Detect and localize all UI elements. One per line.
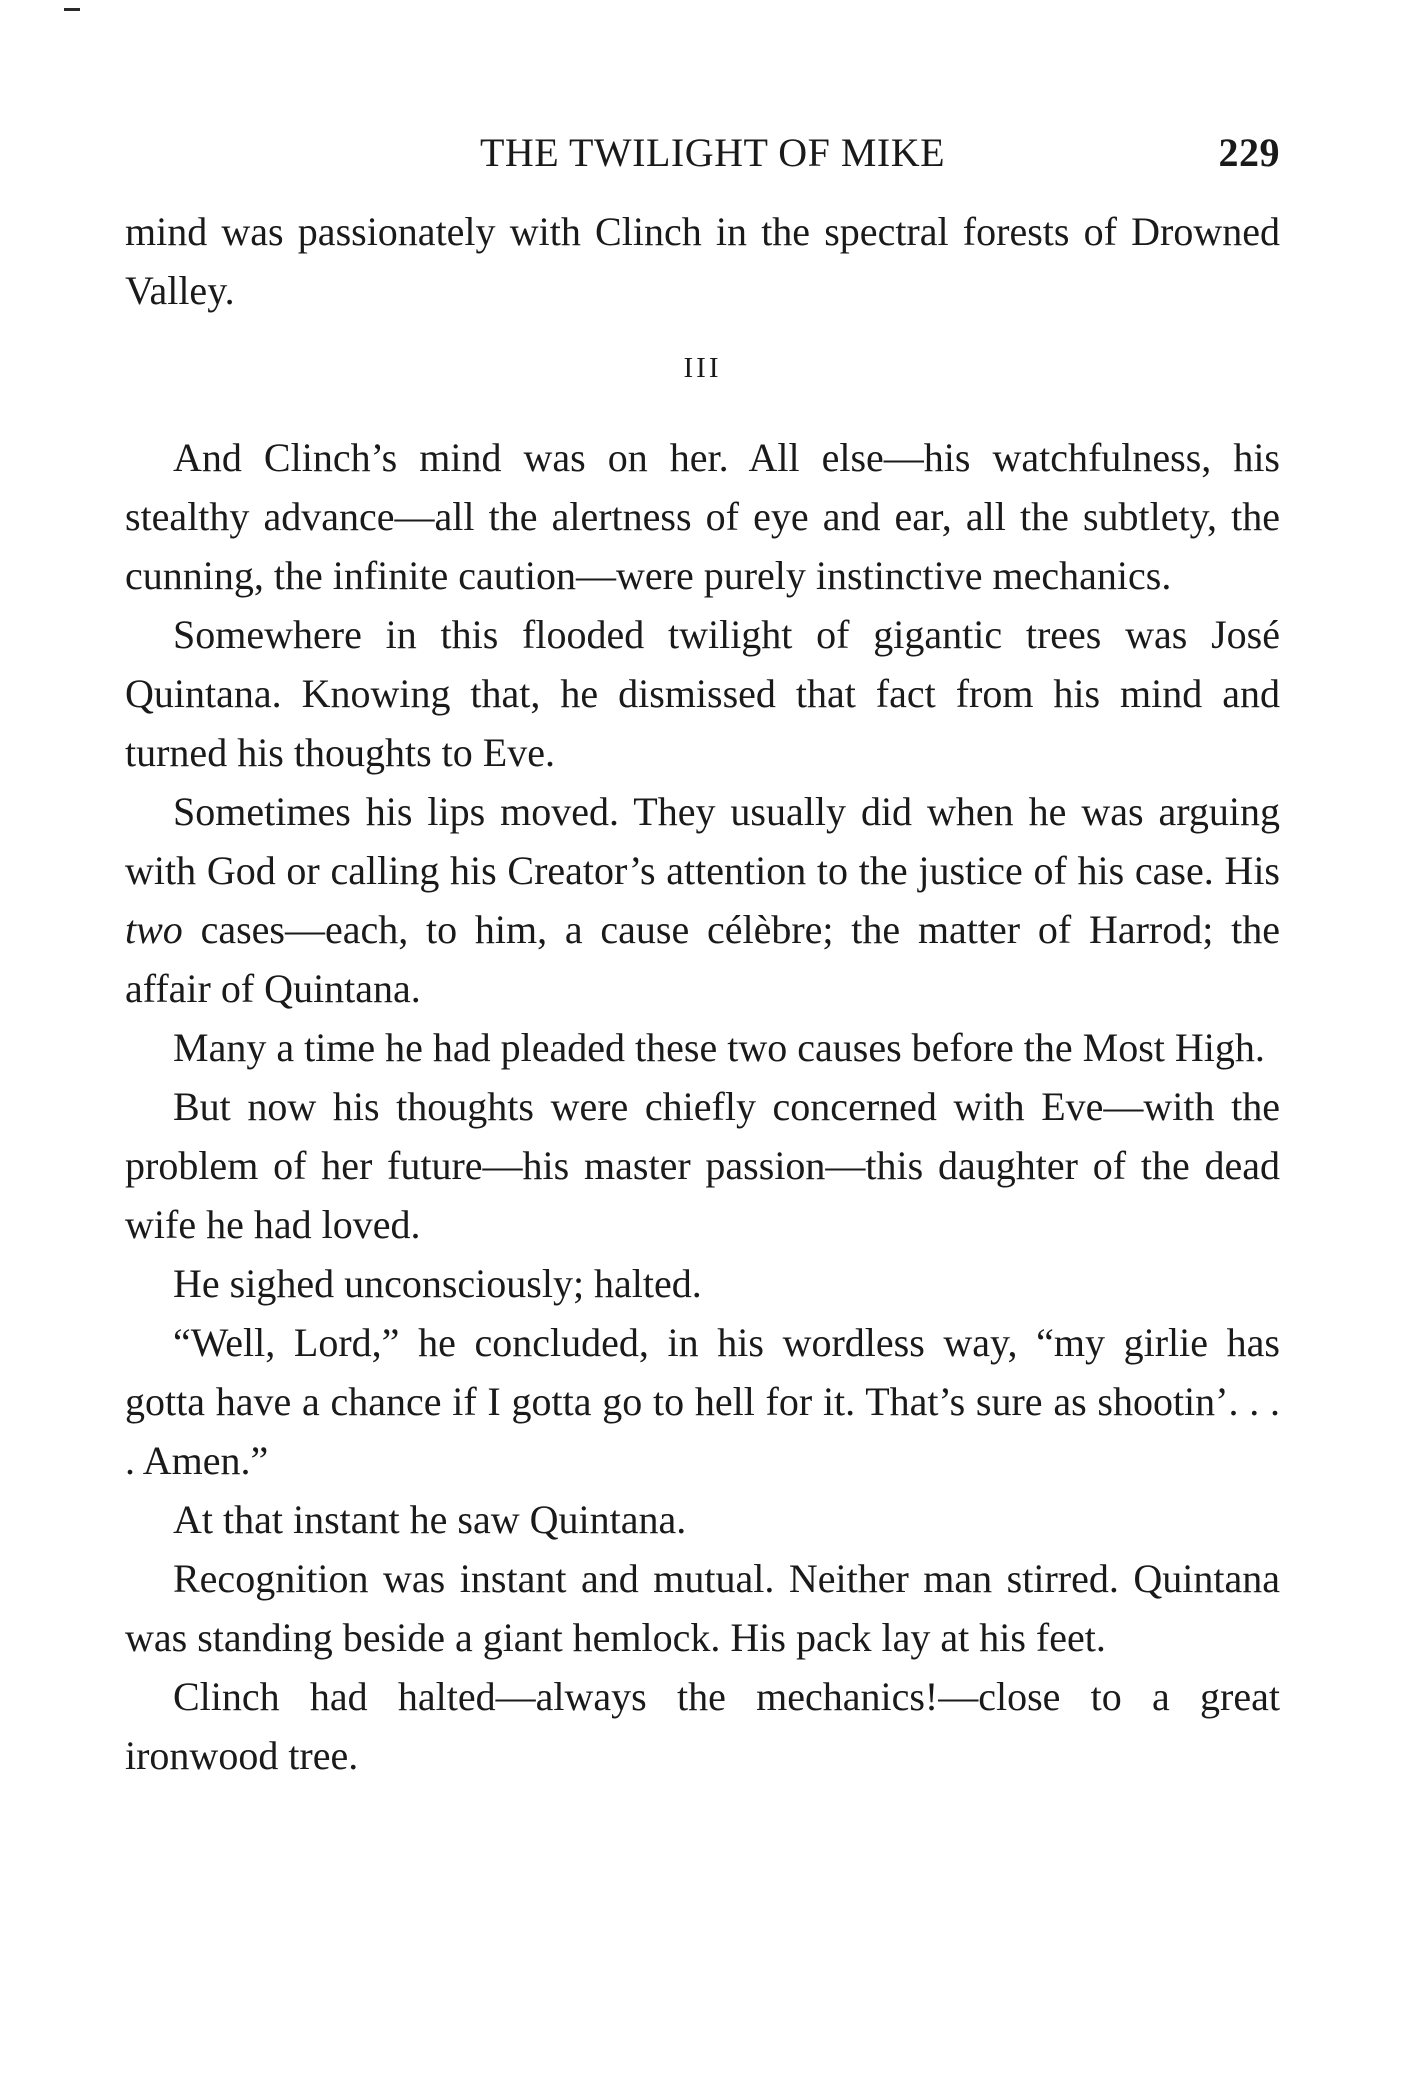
paragraph-text: cases—each, to him, a cause célèbre; the matter of Harrod; the affair of Quintana. xyxy=(125,907,1280,1011)
section-number: III xyxy=(683,352,722,384)
paragraph-text: Sometimes his lips moved. They usually did when he was arguing with God or calling his Creator’s attention to the justice of his case. His xyxy=(125,789,1280,893)
paragraph: And Clinch’s mind was on her. All else—his watchfulness, his stealthy advance—all the alertness of eye and ear, all the subtlety, the cunning, the infinite caution—were purely instinctive mechanics. xyxy=(125,435,1280,598)
paragraph: He sighed unconsciously; halted. xyxy=(173,1261,702,1306)
paragraph: Somewhere in this flooded twilight of gigantic trees was José Quintana. Knowing that, he dismissed that fact from his mind and turned his thoughts to Eve. xyxy=(125,612,1280,775)
paragraph: Recognition was instant and mutual. Neither man stirred. Quintana was standing beside a giant hemlock. His pack lay at his feet. xyxy=(125,1556,1280,1660)
paragraph: But now his thoughts were chiefly concerned with Eve—with the problem of her future—his master passion—this daughter of the dead wife he had loved. xyxy=(125,1084,1280,1247)
scan-mark xyxy=(64,8,80,11)
paragraph: Many a time he had pleaded these two causes before the Most High. xyxy=(173,1025,1265,1070)
running-head xyxy=(125,128,1280,178)
emphasis-text: two xyxy=(125,907,183,952)
page-number: 229 xyxy=(1218,130,1280,175)
paragraph: Clinch had halted—always the mechanics!—close to a great ironwood tree. xyxy=(125,1674,1280,1778)
paragraph: “Well, Lord,” he concluded, in his wordless way, “my girlie has gotta have a chance if I gotta go to hell for it. That’s sure as shootin’. . . . Amen.” xyxy=(125,1320,1280,1483)
running-head-title: THE TWILIGHT OF MIKE xyxy=(479,130,946,175)
paragraph xyxy=(125,782,1280,1018)
body-text xyxy=(125,202,1280,1785)
paragraph-continued: mind was passionately with Clinch in the spectral forests of Drowned Valley. xyxy=(125,209,1280,313)
paragraph: At that instant he saw Quintana. xyxy=(173,1497,687,1542)
